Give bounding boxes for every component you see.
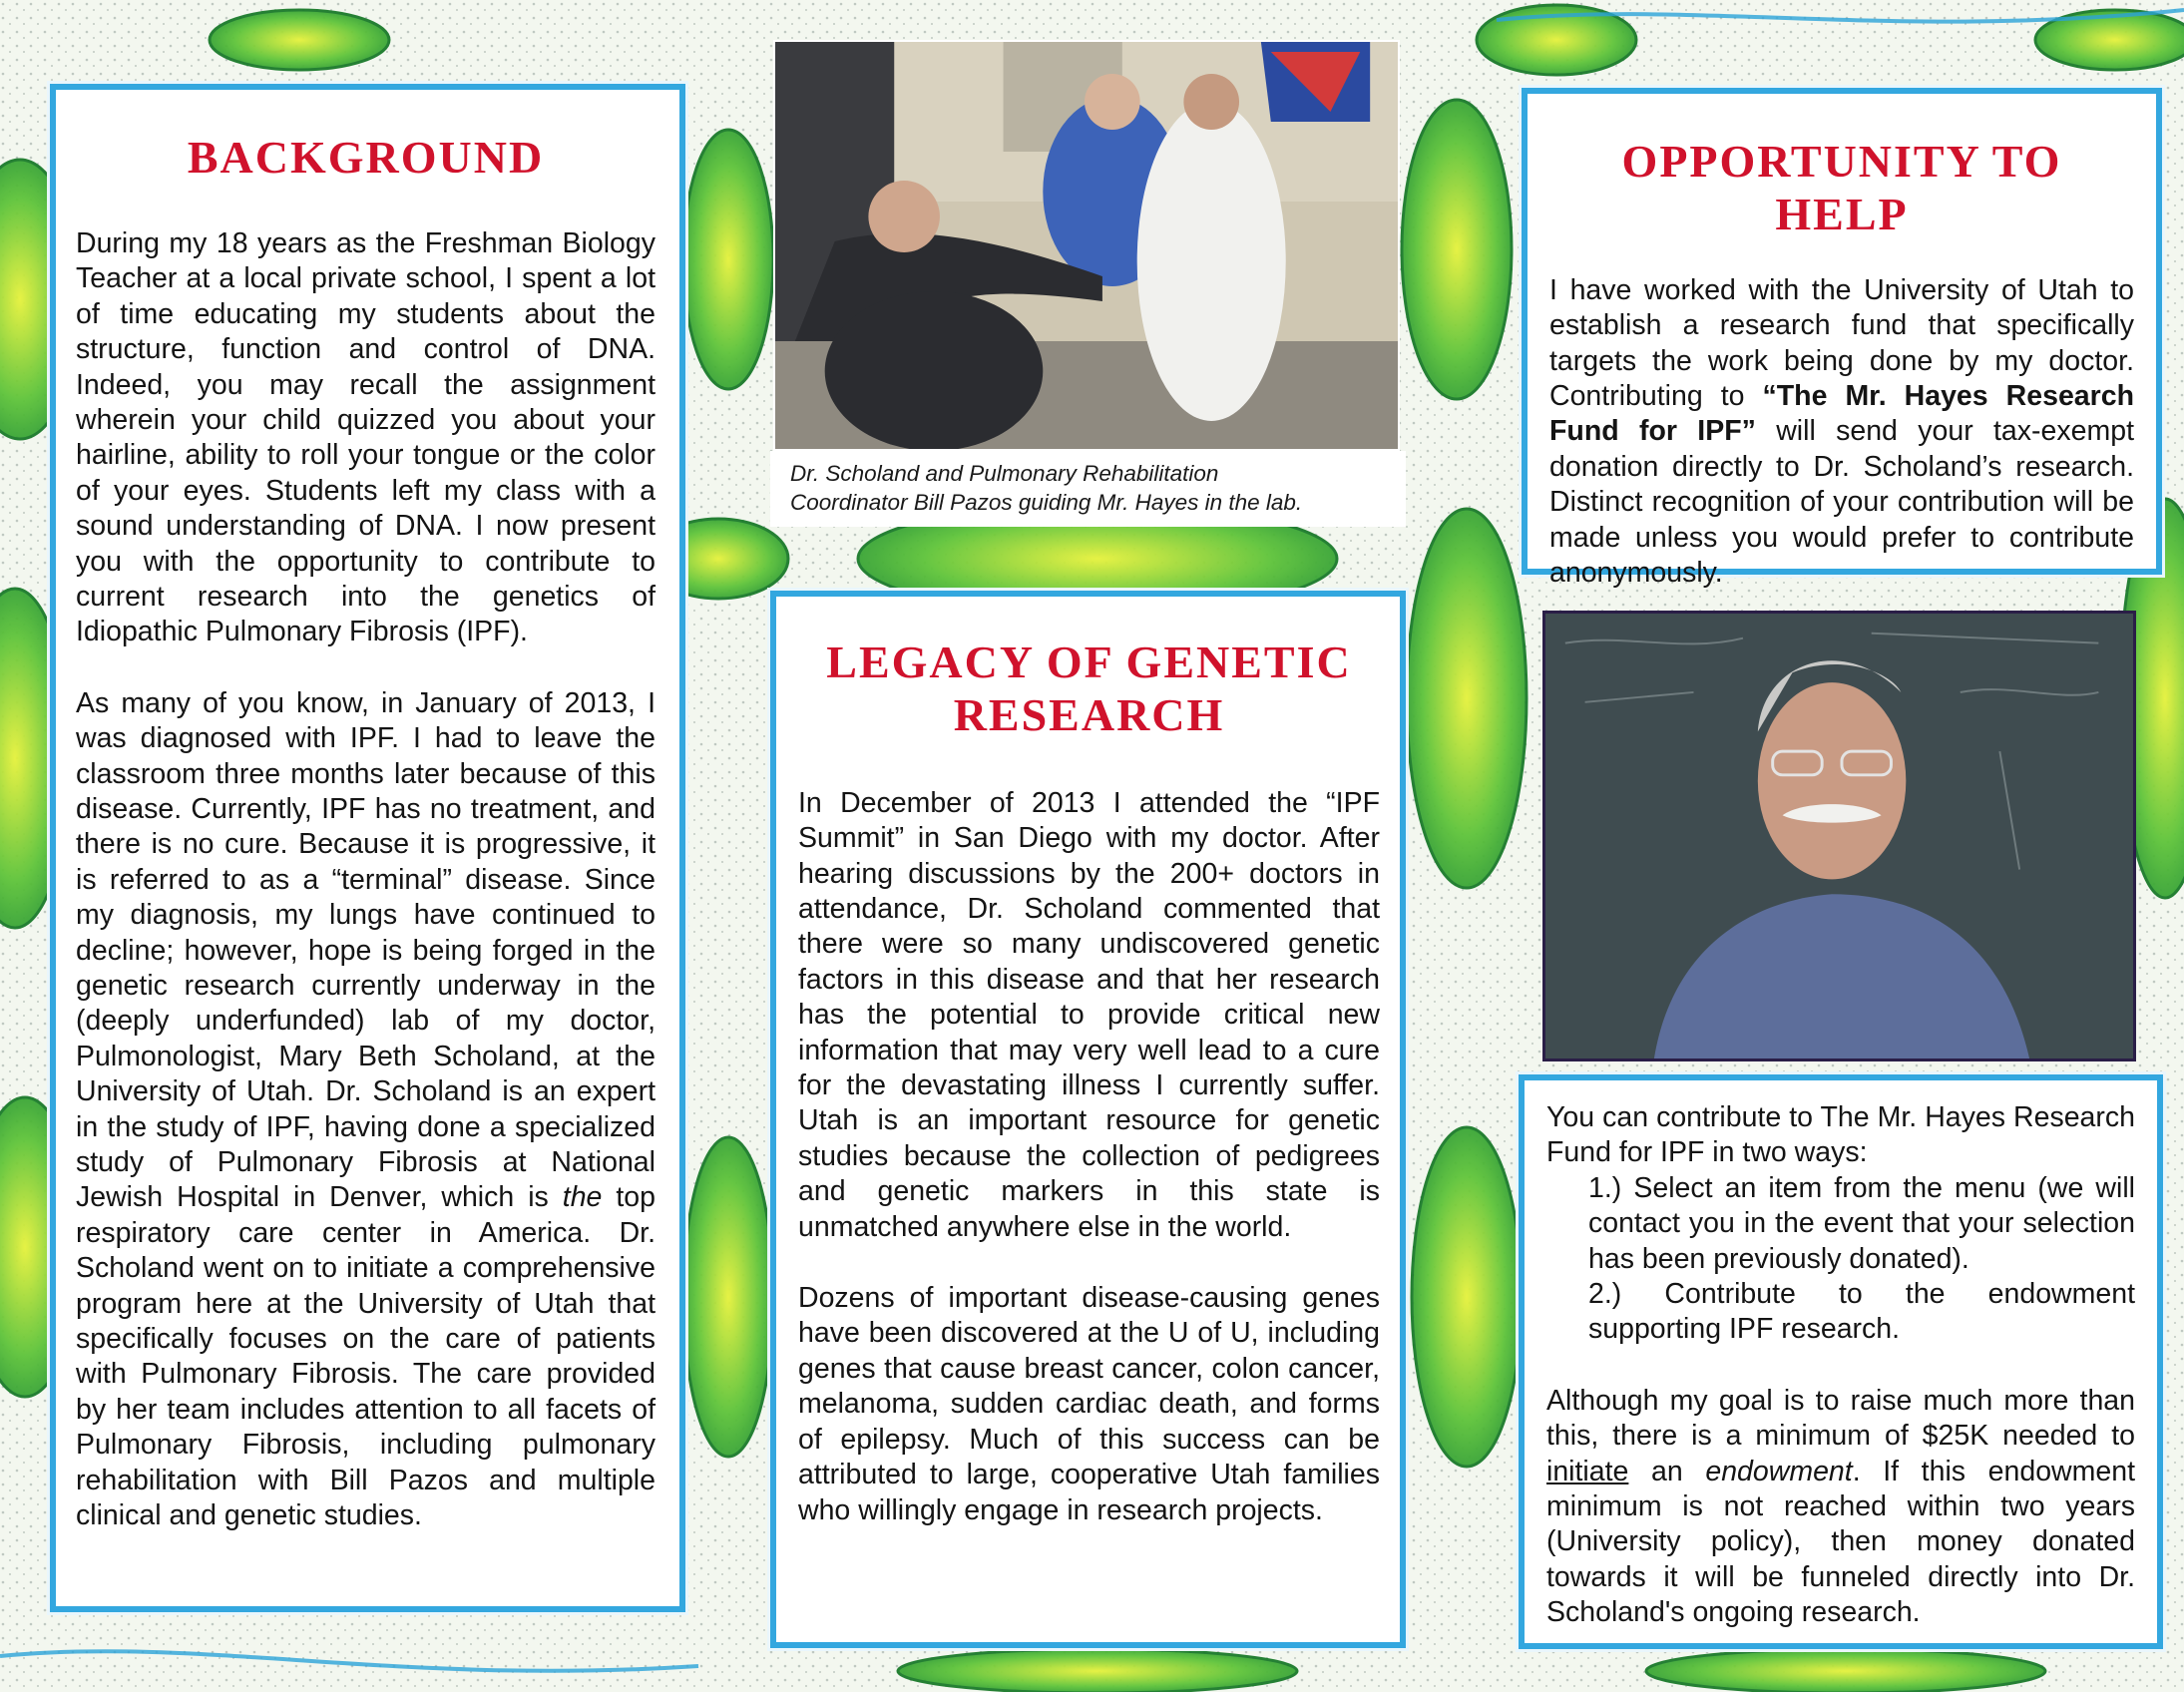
contribute-option-2: 2.) Contribute to the endowment supporting IPF research. (1588, 1278, 2135, 1346)
opportunity-paragraph: I have worked with the University of Utah to establish a research fund that specifically targets the work being done by my doctor. Contributing to “The Mr. Hayes Research Fund for IPF” will send your tax-exempt donation directly to Dr. Scholand’s research. Distinct recognition of your contribution will be made unless you would prefer to contribute anonymously. (1549, 273, 2134, 590)
legacy-paragraph-1: In December of 2013 I attended the “IPF Summit” in San Diego with my doctor. After hearing discussions by the 200+ doctors in attendance, Dr. Scholand commented that there were so many undiscovered genetic factors in this disease and that her research has the potential to provide critical new information that may very well lead to a cure for the devastating illness I currently suffer. Utah is an important resource for genetic studies because the collection of pedigrees and genetic markers in this state is unmatched anywhere else in the world. (798, 786, 1380, 1243)
fund-name: “The Mr. Hayes Research Fund for IPF” (1549, 380, 2134, 448)
endowment-paragraph: Although my goal is to raise much more than this, there is a minimum of $25K needed to initiate an endowment. If this endowment minimum is not reached within two years (University policy), then money donated towards it will be funneled directly into Dr. Scholand's ongoing research. (1546, 1384, 2135, 1629)
contribute-panel (1519, 1074, 2163, 1649)
legacy-panel (770, 591, 1406, 1648)
background-paragraph-2: As many of you know, in January of 2013, I was diagnosed with IPF. I had to leave the classroom three months later because of this disease. Currently, IPF has no treatment, and there is no cure. Because it is progressive, it is referred to as a “terminal” disease. Since my diagnosis, my lungs have continued to decline; however, hope is being forged in the genetic research currently underway in the (deeply underfunded) lab of my doctor, Pulmonologist, Mary Beth Scholand, at the University of Utah. Dr. Scholand is an expert in the study of IPF, having done a specialized study of Pulmonary Fibrosis at National Jewish Hospital in Denver, which is the top respiratory care center in America. Dr. Scholand went on to initiate a comprehensive program here at the University of Utah that specifically focuses on the care of patients with Pulmonary Fibrosis. The care provided by her team includes attention to all facets of Pulmonary Fibrosis, including pulmonary rehabilitation with Bill Pazos and multiple clinical and genetic studies. (76, 686, 655, 1532)
contribute-option-1: 1.) Select an item from the menu (we will contact you in the event that your selection has been previously donated). (1588, 1171, 2135, 1275)
lab-photo-caption (770, 451, 1406, 527)
caption-line-1: Dr. Scholand and Pulmonary Rehabilitation (790, 461, 1219, 486)
legacy-heading (798, 636, 1380, 742)
legacy-heading-line-1: LEGACY OF GENETIC (826, 636, 1352, 687)
lab-photo (773, 40, 1400, 451)
legacy-paragraph-2: Dozens of important disease-causing genes have been discovered at the U of U, including genes that cause breast cancer, colon cancer, melanoma, sudden cardiac death, and forms of epilepsy. Much of this success can be attributed to large, cooperative Utah families who willingly engage in research projects. (798, 1282, 1380, 1526)
portrait-photo (1542, 611, 2136, 1061)
contribute-intro: You can contribute to The Mr. Hayes Research Fund for IPF in two ways: (1546, 1101, 2135, 1169)
background-heading: BACKGROUND (187, 132, 545, 183)
legacy-heading-line-2: RESEARCH (953, 688, 1225, 740)
background-paragraph-1: During my 18 years as the Freshman Biology Teacher at a local private school, I spent a lot of time educating my students about the structure, function and control of DNA. Indeed, you may recall the assignment wherein your child quizzed you about your hairline, ability to roll your tongue or the color of your eyes. Students left my class with a sound understanding of DNA. I now present you with the opportunity to contribute to current research into the genetics of Idiopathic Pulmonary Fibrosis (IPF). (76, 226, 655, 648)
caption-line-2: Coordinator Bill Pazos guiding Mr. Hayes in the lab. (790, 490, 1303, 515)
opportunity-heading: OPPORTUNITY TO HELP (1621, 136, 2062, 239)
opportunity-panel (1522, 88, 2162, 590)
background-panel (50, 84, 685, 1612)
